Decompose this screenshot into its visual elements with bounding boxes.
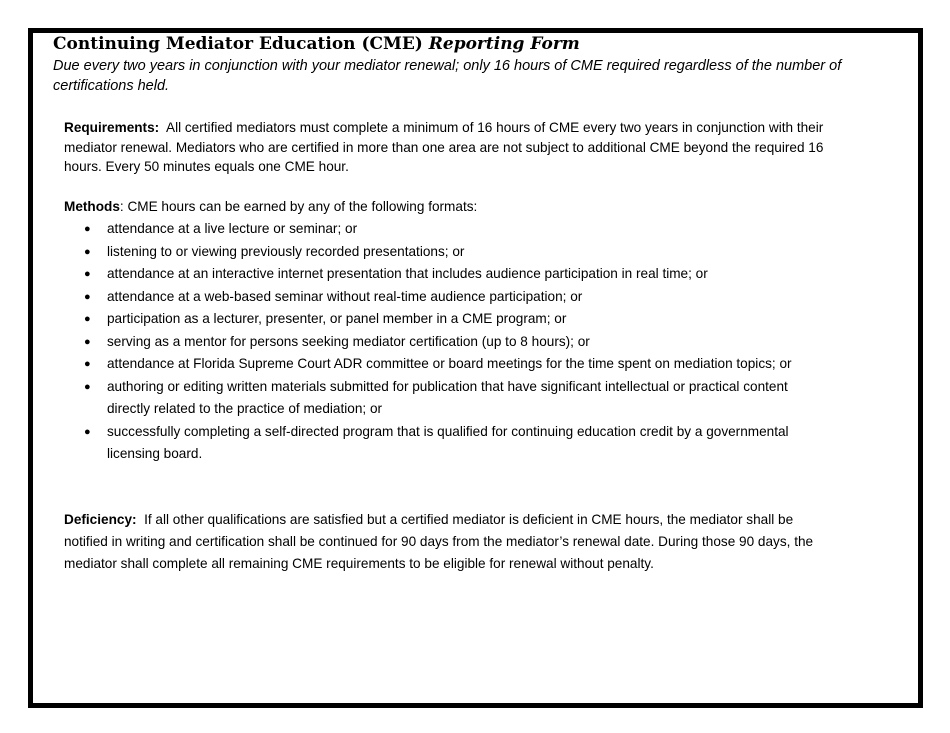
list-item-text: attendance at an interactive internet presentation that includes audience participation in real time; or [107, 266, 708, 281]
bullet-icon: ● [84, 223, 91, 235]
list-item [64, 308, 834, 331]
methods-intro-text: : CME hours can be earned by any of the following formats: [119, 199, 478, 214]
bullet-icon: ● [84, 245, 91, 258]
list-item-text: successfully completing a self-directed program that is qualified for continuing education credit by a governmental licensing board. [107, 423, 789, 461]
requirements-paragraph [64, 118, 854, 177]
deficiency-label: Deficiency: [64, 512, 137, 527]
deficiency-text: If all other qualifications are satisfied but a certified mediator is deficient in CME hours, the mediator shall be notified in writing and certification shall be continued for 90 days from the mediator’s renewal date. During those 90 days, the mediator shall complete all remaining CME requirements to be eligible for renewal without penalty. [64, 512, 814, 571]
bullet-icon: ● [84, 358, 91, 370]
list-item-text: authoring or editing written materials submitted for publication that have significant intellectual or practical content directly related to the practice of mediation; or [107, 378, 788, 416]
title-italic: Reporting Form [428, 34, 580, 54]
list-item [64, 286, 834, 309]
deficiency-paragraph [64, 509, 839, 575]
list-item-text: attendance at a web-based seminar without real-time audience participation; or [107, 288, 583, 304]
bullet-icon: ● [84, 268, 91, 280]
list-item [64, 331, 834, 354]
list-item [64, 376, 834, 421]
list-item-text: listening to or viewing previously recorded presentations; or [107, 243, 465, 259]
list-item-text: attendance at Florida Supreme Court ADR committee or board meetings for the time spent on mediation topics; or [107, 356, 792, 371]
list-item-text: attendance at a live lecture or seminar; or [107, 221, 358, 236]
list-item [64, 421, 834, 466]
methods-intro [64, 197, 477, 216]
form-subtitle: Due every two years in conjunction with your mediator renewal; only 16 hours of CME required regardless of the number of certifications held. [53, 58, 842, 94]
requirements-label: Requirements: [64, 120, 160, 135]
list-item-text: participation as a lecturer, presenter, or panel member in a CME program; or [107, 311, 567, 326]
methods-list [64, 218, 834, 466]
list-item [64, 241, 834, 264]
bullet-icon: ● [84, 313, 91, 325]
form-title [53, 34, 580, 54]
requirements-text: All certified mediators must complete a minimum of 16 hours of CME every two years in conjunction with their mediator renewal. Mediators who are certified in more than one area are not subject to additional CME beyond the required 16 hours. Every 50 minutes equals one CME hour. [64, 120, 824, 174]
list-item-text: serving as a mentor for persons seeking mediator certification (up to 8 hours); or [107, 333, 590, 349]
list-item [64, 218, 834, 241]
list-item [64, 353, 834, 376]
list-item [64, 263, 834, 286]
bullet-icon: ● [84, 290, 91, 303]
methods-label: Methods [64, 199, 120, 214]
title-main: Continuing Mediator Education (CME) [53, 34, 429, 54]
bullet-icon: ● [84, 335, 91, 348]
bullet-icon: ● [84, 380, 91, 393]
bullet-icon: ● [84, 425, 91, 438]
